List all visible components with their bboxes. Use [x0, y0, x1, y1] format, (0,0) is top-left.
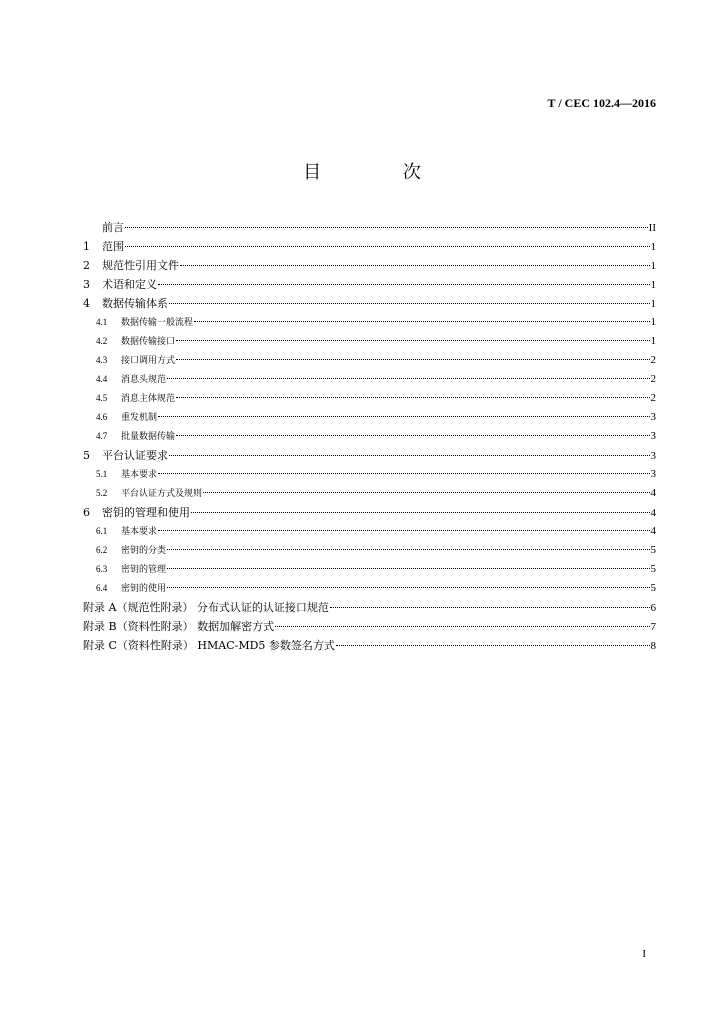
toc-entry-title: 基本要求	[121, 527, 158, 537]
toc-entry-number: 6.2	[96, 545, 108, 555]
toc-entry-title: 附录 C（资料性附录） HMAC-MD5 参数签名方式	[83, 639, 335, 652]
toc-entry[interactable]	[83, 465, 656, 484]
toc-entry-page: 1	[650, 298, 656, 310]
toc-entry-page: 5	[650, 563, 656, 575]
toc-entry[interactable]	[83, 351, 656, 370]
toc-entry-page: 1	[650, 316, 656, 328]
toc-entry-page: 3	[650, 450, 656, 462]
toc-entry-title: 数据传输接口	[121, 337, 176, 347]
toc-leader-dots	[191, 512, 650, 513]
toc-entry-title: 范围	[102, 240, 124, 253]
page-title: 目 次	[303, 162, 459, 183]
table-of-contents	[83, 218, 656, 655]
toc-entry-number: 4.2	[96, 336, 108, 346]
toc-entry[interactable]	[83, 636, 656, 655]
toc-entry-title: 消息主体规范	[121, 394, 176, 404]
toc-entry-number: 4.5	[96, 393, 108, 403]
toc-entry-title: 重发机制	[121, 413, 158, 423]
toc-entry[interactable]	[83, 427, 656, 446]
toc-entry-number: 2	[83, 259, 90, 272]
toc-entry-title: 术语和定义	[102, 278, 157, 291]
toc-entry-number: 6.3	[96, 564, 108, 574]
toc-entry-title: 密钥的管理和使用	[102, 506, 190, 519]
toc-entry-page: 3	[650, 430, 656, 442]
toc-leader-dots	[203, 492, 649, 493]
toc-entry[interactable]	[83, 218, 656, 237]
toc-entry-page: 1	[650, 260, 656, 272]
toc-leader-dots	[169, 455, 650, 456]
toc-entry-page: 3	[650, 468, 656, 480]
toc-entry[interactable]	[83, 408, 656, 427]
toc-entry-page: 1	[650, 279, 656, 291]
toc-entry-page: 2	[650, 354, 656, 366]
toc-leader-dots	[180, 265, 650, 266]
toc-entry-number: 1	[83, 240, 90, 253]
toc-entry[interactable]	[83, 256, 656, 275]
toc-leader-dots	[167, 568, 649, 569]
toc-entry[interactable]	[83, 446, 656, 465]
toc-entry-number: 4.7	[96, 431, 108, 441]
toc-leader-dots	[336, 645, 650, 646]
toc-entry[interactable]	[83, 522, 656, 541]
toc-entry[interactable]	[83, 560, 656, 579]
toc-entry[interactable]	[83, 503, 656, 522]
toc-entry[interactable]	[83, 332, 656, 351]
toc-entry-page: 3	[650, 411, 656, 423]
document-id: T / CEC 102.4—2016	[547, 96, 656, 110]
toc-leader-dots	[158, 416, 649, 417]
toc-entry[interactable]	[83, 313, 656, 332]
toc-entry-number: 4.4	[96, 374, 108, 384]
toc-leader-dots	[158, 284, 650, 285]
toc-entry-title: 密钥的分类	[121, 546, 167, 556]
toc-entry-page: 5	[650, 582, 656, 594]
toc-entry-number: 3	[83, 278, 90, 291]
toc-entry-number: 6.1	[96, 526, 108, 536]
toc-entry-number: 6.4	[96, 583, 108, 593]
toc-entry-number: 5.1	[96, 469, 108, 479]
toc-entry-page: 2	[650, 392, 656, 404]
toc-leader-dots	[167, 549, 649, 550]
toc-entry-page: 1	[650, 241, 656, 253]
toc-leader-dots	[275, 626, 649, 627]
toc-leader-dots	[176, 340, 649, 341]
toc-entry-title: 前言	[102, 221, 124, 234]
toc-entry-number: 4.3	[96, 355, 108, 365]
toc-entry[interactable]	[83, 617, 656, 636]
toc-entry-number: 5.2	[96, 488, 108, 498]
toc-entry-page: 1	[650, 335, 656, 347]
toc-entry-title: 消息头规范	[121, 375, 167, 385]
toc-leader-dots	[176, 435, 649, 436]
toc-leader-dots	[176, 359, 649, 360]
toc-leader-dots	[125, 227, 648, 228]
toc-entry-number: 4	[83, 297, 90, 310]
toc-entry-page: 8	[650, 640, 656, 652]
toc-leader-dots	[176, 397, 649, 398]
toc-entry-page: 7	[650, 621, 656, 633]
toc-entry-number: 4.6	[96, 412, 108, 422]
toc-entry-page: 4	[650, 525, 656, 537]
toc-leader-dots	[158, 530, 649, 531]
toc-leader-dots	[167, 587, 649, 588]
toc-entry[interactable]	[83, 237, 656, 256]
toc-entry-title: 数据传输一般流程	[121, 318, 194, 328]
toc-entry[interactable]	[83, 294, 656, 313]
toc-leader-dots	[330, 607, 650, 608]
toc-entry[interactable]	[83, 541, 656, 560]
toc-entry-title: 接口调用方式	[121, 356, 176, 366]
toc-entry-title: 附录 B（资料性附录） 数据加解密方式	[83, 620, 275, 633]
toc-entry-number: 6	[83, 506, 90, 519]
toc-entry-number: 4.1	[96, 317, 108, 327]
toc-entry[interactable]	[83, 275, 656, 294]
toc-leader-dots	[125, 246, 650, 247]
toc-entry-title: 批量数据传输	[121, 432, 176, 442]
toc-entry-title: 平台认证方式及规则	[121, 489, 203, 499]
toc-leader-dots	[167, 378, 649, 379]
toc-entry-page: 4	[650, 487, 656, 499]
toc-entry-page: 2	[650, 373, 656, 385]
toc-entry-page: 5	[650, 544, 656, 556]
toc-entry-page: II	[648, 222, 656, 234]
toc-entry[interactable]	[83, 598, 656, 617]
toc-entry[interactable]	[83, 484, 656, 503]
toc-entry-title: 基本要求	[121, 470, 158, 480]
toc-leader-dots	[169, 303, 650, 304]
toc-entry-page: 6	[650, 602, 656, 614]
toc-entry-title: 数据传输体系	[102, 297, 168, 310]
toc-entry-title: 密钥的使用	[121, 584, 167, 594]
toc-entry[interactable]	[83, 579, 656, 598]
toc-entry[interactable]	[83, 370, 656, 389]
toc-entry[interactable]	[83, 389, 656, 408]
toc-entry-title: 规范性引用文件	[102, 259, 179, 272]
toc-entry-number: 5	[83, 449, 90, 462]
toc-entry-title: 密钥的管理	[121, 565, 167, 575]
toc-leader-dots	[194, 321, 649, 322]
page-number: I	[642, 948, 646, 960]
toc-entry-title: 附录 A（规范性附录） 分布式认证的认证接口规范	[83, 601, 329, 614]
toc-entry-page: 4	[650, 507, 656, 519]
toc-entry-title: 平台认证要求	[102, 449, 168, 462]
toc-leader-dots	[158, 473, 649, 474]
